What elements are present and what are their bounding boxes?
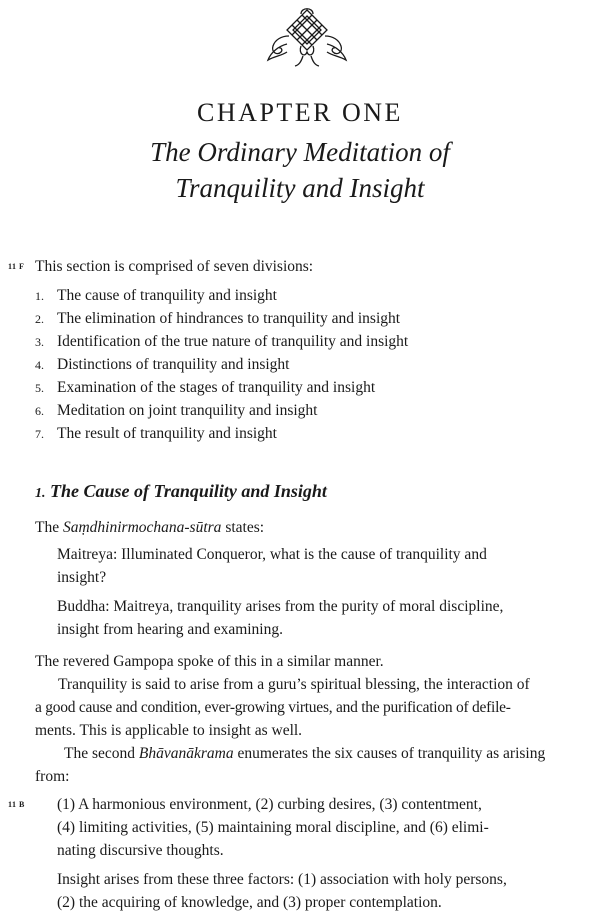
insight-line: Insight arises from these three factors: (1) association with holy persons, (57, 871, 507, 888)
list-item-number: 3. (35, 335, 44, 349)
list-item (35, 285, 277, 307)
sutra-intro-line (35, 517, 264, 539)
section-title: The Cause of Tranquility and Insight (50, 481, 327, 501)
section-number: 1. (35, 486, 46, 501)
sutra-title: Saṃdhinirmochana-sūtra (62, 519, 222, 536)
paragraph-line: Tranquility is said to arise from a guru’s spiritual blessing, the interaction of (58, 676, 530, 693)
list-item (35, 331, 408, 353)
list-item-text: Distinctions of tranquility and insight (57, 356, 290, 373)
chapter-title (0, 134, 600, 206)
causes-line: nating discursive thoughts. (57, 842, 224, 859)
margin-note: 11 B (8, 800, 25, 809)
list-item (35, 377, 375, 399)
section-heading (35, 479, 327, 506)
list-item-number: 5. (35, 381, 44, 395)
gampopa-paragraph: The revered Gampopa spoke of this in a similar manner. (35, 653, 384, 670)
paragraph-line: ments. This is applicable to insight as well. (35, 722, 303, 739)
list-item-text: The cause of tranquility and insight (57, 287, 277, 304)
list-item-number: 6. (35, 404, 44, 418)
bhavanakrama-title: Bhāvanākrama (138, 745, 234, 762)
list-item-text: Meditation on joint tranquility and insight (57, 402, 318, 419)
quote-maitreya-line-2: insight? (57, 569, 107, 586)
bhavanakrama-post: enumerates the six causes of tranquility as arising (233, 745, 546, 762)
insight-line: (2) the acquiring of knowledge, and (3) proper contemplation. (57, 894, 442, 911)
sutra-intro-pre: The (35, 519, 63, 536)
list-item-number: 1. (35, 289, 44, 303)
list-item (35, 423, 277, 445)
list-item-text: Identification of the true nature of tranquility and insight (57, 333, 409, 350)
sutra-intro-post: states: (221, 519, 265, 536)
list-item-number: 4. (35, 358, 44, 372)
chapter-title-line-2: Tranquility and Insight (175, 173, 425, 203)
quote-maitreya-line-1: Maitreya: Illuminated Conqueror, what is the cause of tranquility and (57, 546, 487, 563)
quote-buddha-line-2: insight from hearing and examining. (57, 621, 283, 638)
bhavanakrama-line (64, 743, 545, 765)
causes-line: (4) limiting activities, (5) maintaining moral discipline, and (6) elimi- (57, 819, 489, 836)
bhavanakrama-pre: The second (64, 745, 139, 762)
chapter-title-line-1: The Ordinary Meditation of (150, 137, 450, 167)
list-item (35, 354, 290, 376)
bhavanakrama-line-2: from: (35, 768, 70, 785)
list-item-text: The result of tranquility and insight (57, 425, 277, 442)
paragraph-line: a good cause and condition, ever-growing virtues, and the purification of defile- (35, 699, 511, 716)
list-item-number: 7. (35, 427, 44, 441)
causes-line: (1) A harmonious environment, (2) curbing desires, (3) contentment, (57, 796, 482, 813)
chapter-label: CHAPTER ONE (197, 98, 403, 127)
list-item-text: Examination of the stages of tranquility and insight (57, 379, 376, 396)
quote-buddha-line-1: Buddha: Maitreya, tranquility arises from the purity of moral discipline, (57, 598, 504, 615)
list-item (35, 400, 317, 422)
list-item (35, 308, 400, 330)
intro-paragraph: This section is comprised of seven divisions: (35, 258, 314, 275)
margin-note: 11 F (8, 262, 25, 271)
endless-knot-ornament-icon (265, 6, 349, 68)
list-item-number: 2. (35, 312, 44, 326)
list-item-text: The elimination of hindrances to tranquility and insight (57, 310, 401, 327)
